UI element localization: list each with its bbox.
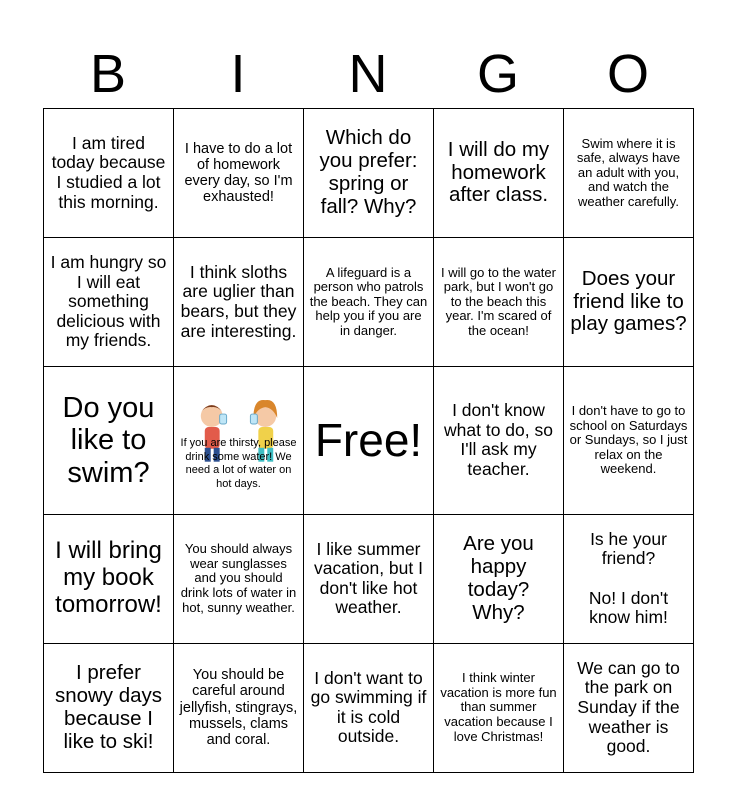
bingo-cell: I prefer snowy days because I like to ski! [44, 643, 174, 772]
bingo-cell: Do you like to swim? [44, 367, 174, 515]
bingo-header [43, 40, 693, 108]
bingo-grid [43, 108, 694, 773]
header-letter-o: O [606, 44, 649, 104]
bingo-cell: A lifeguard is a person who patrols the beach. They can help you if you are in danger. [304, 238, 434, 367]
grid-row-1 [44, 109, 694, 238]
bingo-cell: I don't have to go to school on Saturdays or Sundays, so I just relax on the weekend. [564, 367, 694, 515]
bingo-cell: Is he your friend? No! I don't know him! [564, 514, 694, 643]
bingo-cell: You should always wear sunglasses and you should drink lots of water in hot, sunny weather. [174, 514, 304, 643]
grid-row-5 [44, 643, 694, 772]
bingo-cell: I like summer vacation, but I don't like hot weather. [304, 514, 434, 643]
bingo-cell: I am tired today because I studied a lot this morning. [44, 109, 174, 238]
bingo-cell: I don't know what to do, so I'll ask my teacher. [434, 367, 564, 515]
bingo-cell: We can go to the park on Sunday if the weather is good. [564, 643, 694, 772]
bingo-cell: Which do you prefer: spring or fall? Why? [304, 109, 434, 238]
bingo-cell: I think sloths are uglier than bears, but they are interesting. [174, 238, 304, 367]
bingo-cell: Swim where it is safe, always have an adult with you, and watch the weather carefully. [564, 109, 694, 238]
bingo-cell: I will bring my book tomorrow! [44, 514, 174, 643]
bingo-cell: I am hungry so I will eat something delicious with my friends. [44, 238, 174, 367]
bingo-cell: You should be careful around jellyfish, stingrays, mussels, clams and coral. [174, 643, 304, 772]
bingo-cell: I will do my homework after class. [434, 109, 564, 238]
bingo-cell-text: If you are thirsty, please drink some water! We need a lot of water on hot days. [180, 436, 297, 491]
grid-row-4 [44, 514, 694, 643]
grid-row-3 [44, 367, 694, 515]
header-letter-g: G [476, 44, 519, 104]
header-letter-b: B [89, 44, 127, 104]
bingo-cell: Are you happy today? Why? [434, 514, 564, 643]
bingo-cell: I will go to the water park, but I won't go to the beach this year. I'm scared of the ocean! [434, 238, 564, 367]
bingo-cell-picture [174, 367, 304, 515]
bingo-cell: I have to do a lot of homework every day, so I'm exhausted! [174, 109, 304, 238]
header-letter-i: I [230, 44, 246, 104]
free-space: Free! [304, 367, 434, 515]
bingo-cell: I think winter vacation is more fun than summer vacation because I love Christmas! [434, 643, 564, 772]
bingo-cell: I don't want to go swimming if it is cold outside. [304, 643, 434, 772]
grid-row-2 [44, 238, 694, 367]
bingo-cell: Does your friend like to play games? [564, 238, 694, 367]
header-letter-n: N [348, 44, 388, 104]
